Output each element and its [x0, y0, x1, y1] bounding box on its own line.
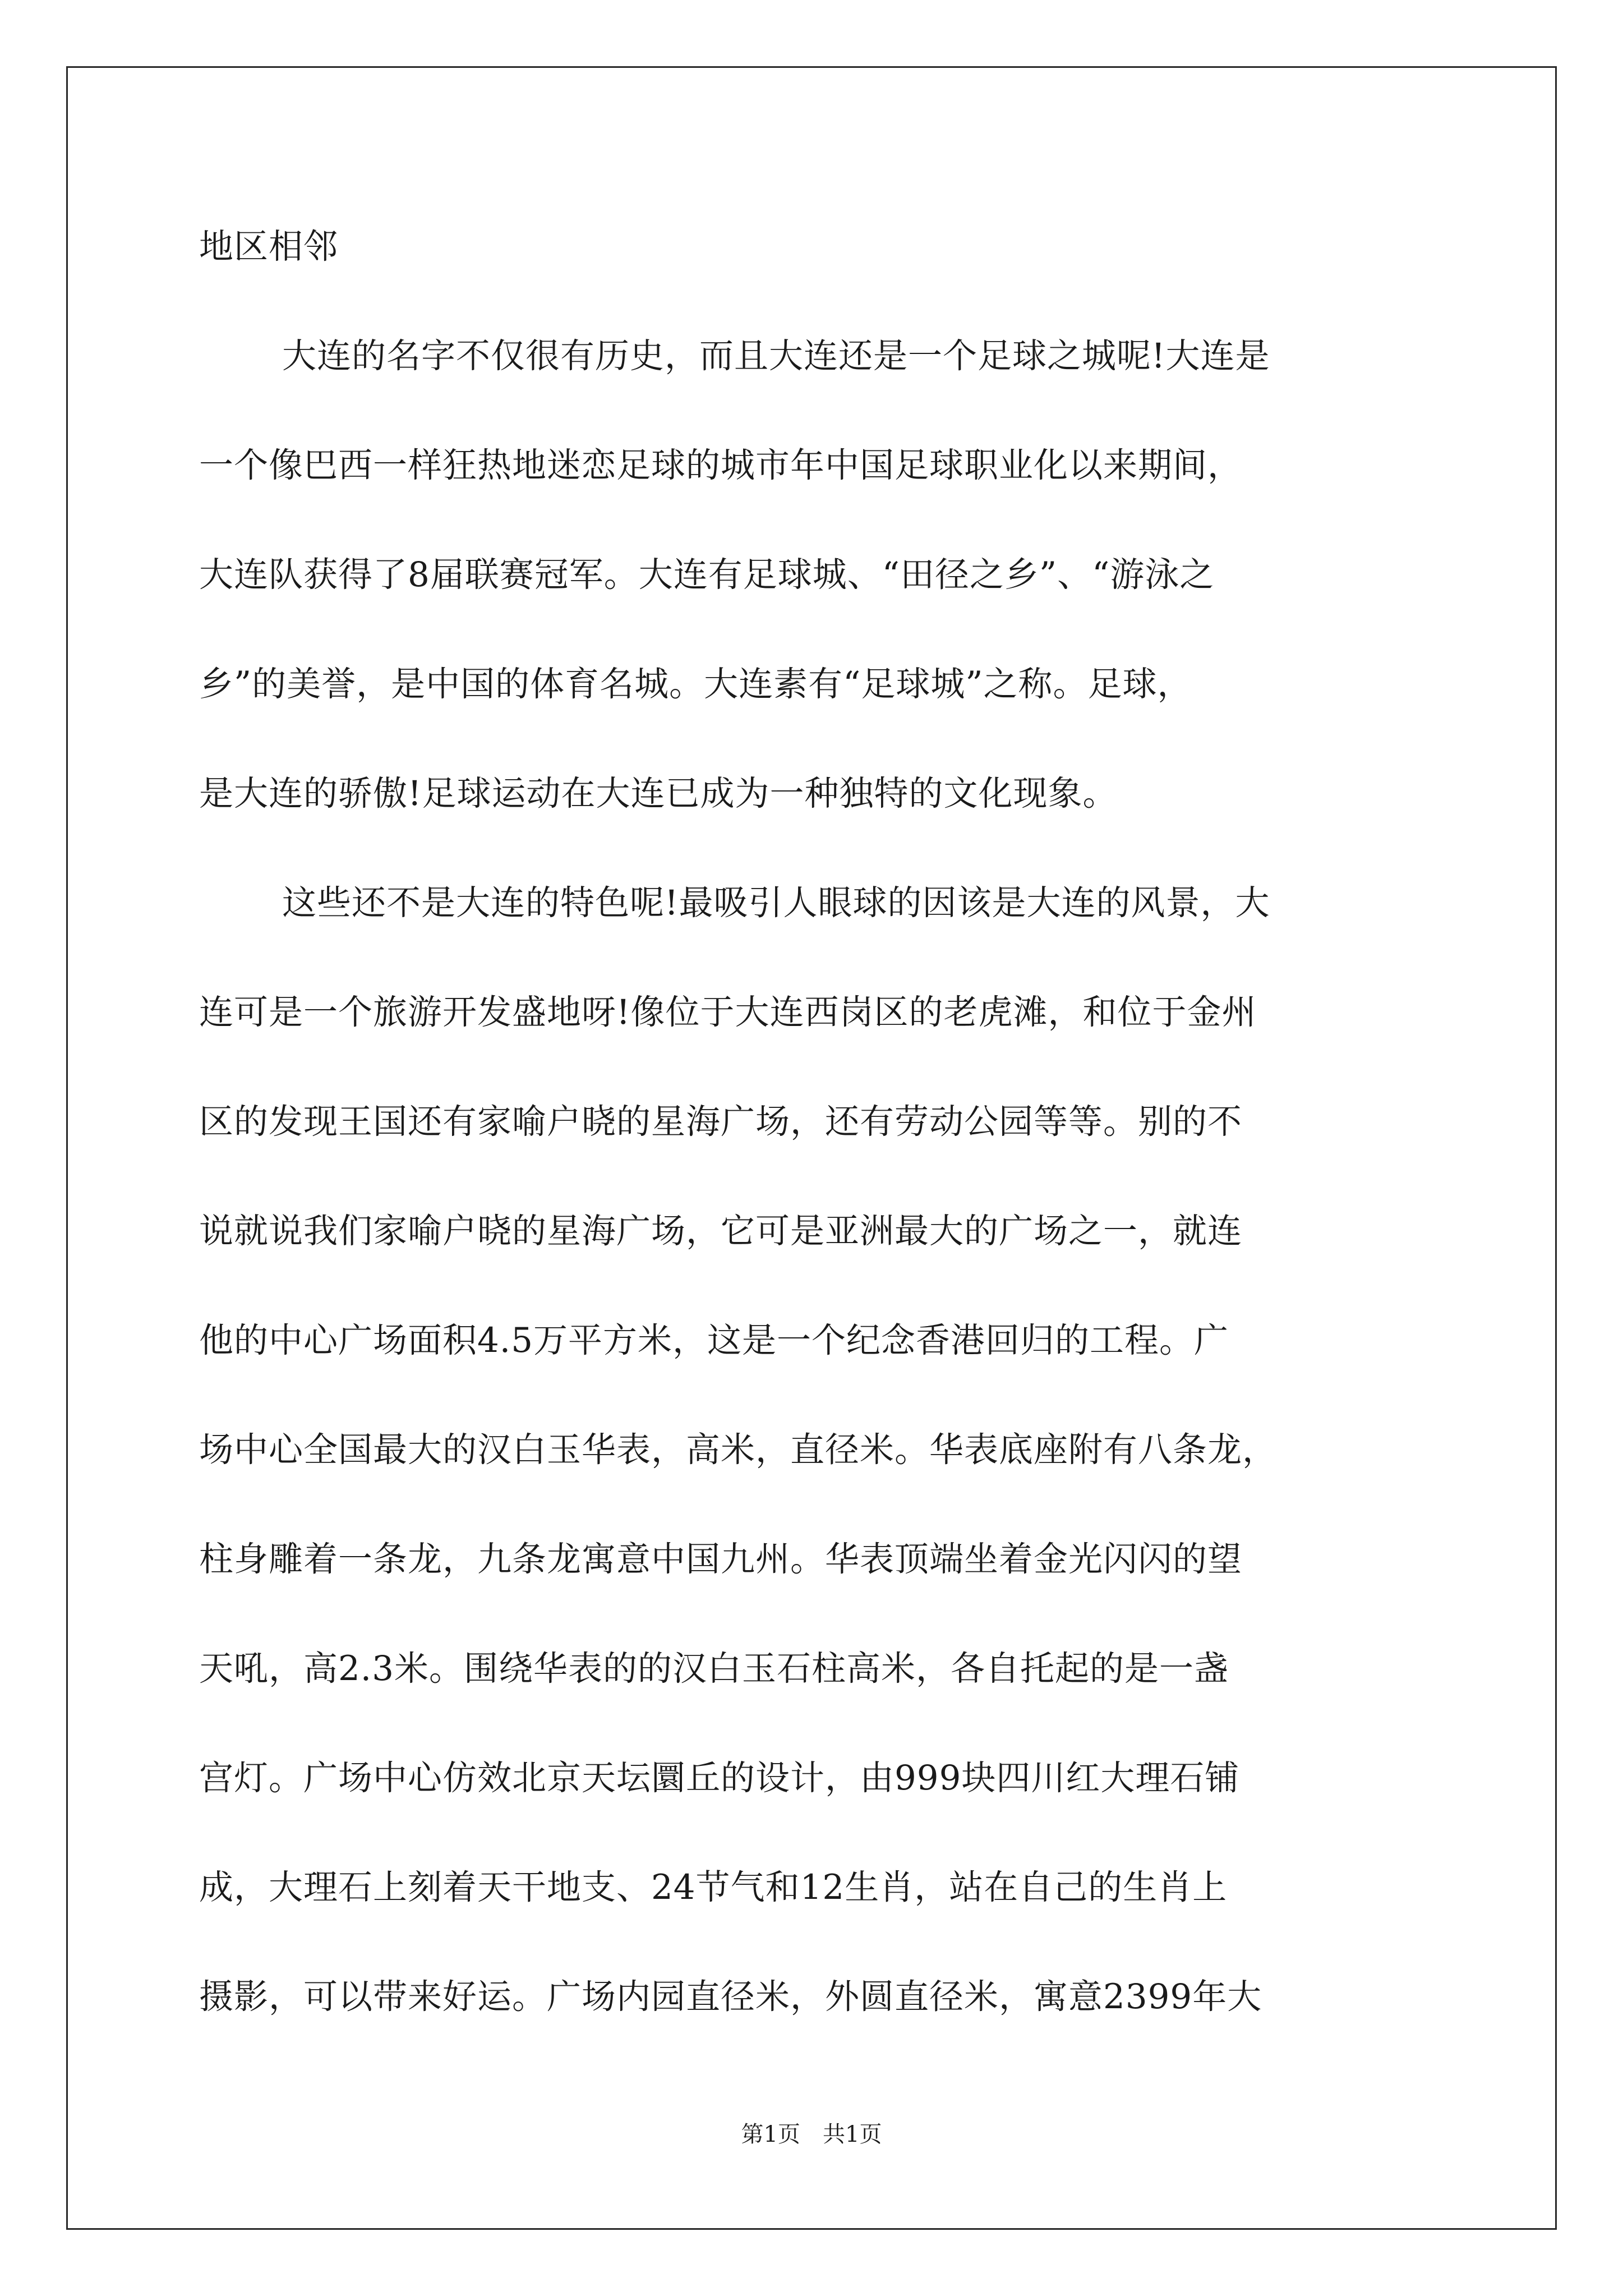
- text-line: 成，大理石上刻着天干地支、24节气和12生肖，站在自己的生肖上: [199, 1867, 1228, 1907]
- text-line: 区的发现王国还有家喻户晓的星海广场，还有劳动公园等等。别的不: [199, 1102, 1243, 1142]
- text-line: 场中心全国最大的汉白玉华表，高米，直径米。华表底座附有八条龙，: [199, 1430, 1278, 1470]
- text-line: 宫灯。广场中心仿效北京天坛圜丘的设计，由999块四川红大理石铺: [199, 1758, 1240, 1798]
- text-line: 摄影，可以带来好运。广场内园直径米，外圆直径米，寓意2399年大: [199, 1977, 1262, 2017]
- text-line: 这些还不是大连的特色呢!最吸引人眼球的因该是大连的风景，大: [282, 883, 1270, 923]
- page-number: 第1页 共1页: [741, 2122, 882, 2147]
- text-line: 天吼，高2.3米。围绕华表的的汉白玉石柱高米，各自托起的是一盏: [199, 1649, 1229, 1688]
- text-line: 大连队获得了8届联赛冠军。大连有足球城、“田径之乡”、“游泳之: [199, 555, 1215, 595]
- text-line: 大连的名字不仅很有历史，而且大连还是一个足球之城呢!大连是: [282, 336, 1270, 376]
- text-line: 说就说我们家喻户晓的星海广场，它可是亚洲最大的广场之一，就连: [199, 1211, 1243, 1251]
- text-line: 连可是一个旅游开发盛地呀!像位于大连西岗区的老虎滩，和位于金州: [199, 992, 1257, 1032]
- text-line: 一个像巴西一样狂热地迷恋足球的城市年中国足球职业化以来期间，: [199, 445, 1243, 485]
- text-line: 柱身雕着一条龙，九条龙寓意中国九州。华表顶端坐着金光闪闪的望: [199, 1539, 1243, 1579]
- heading: 地区相邻: [199, 227, 339, 266]
- text-line: 乡”的美誉，是中国的体育名城。大连素有“足球城”之称。足球，: [199, 664, 1192, 704]
- text-line: 他的中心广场面积4.5万平方米，这是一个纪念香港回归的工程。广: [199, 1320, 1229, 1360]
- text-line: 是大连的骄傲!足球运动在大连已成为一种独特的文化现象。: [199, 774, 1118, 813]
